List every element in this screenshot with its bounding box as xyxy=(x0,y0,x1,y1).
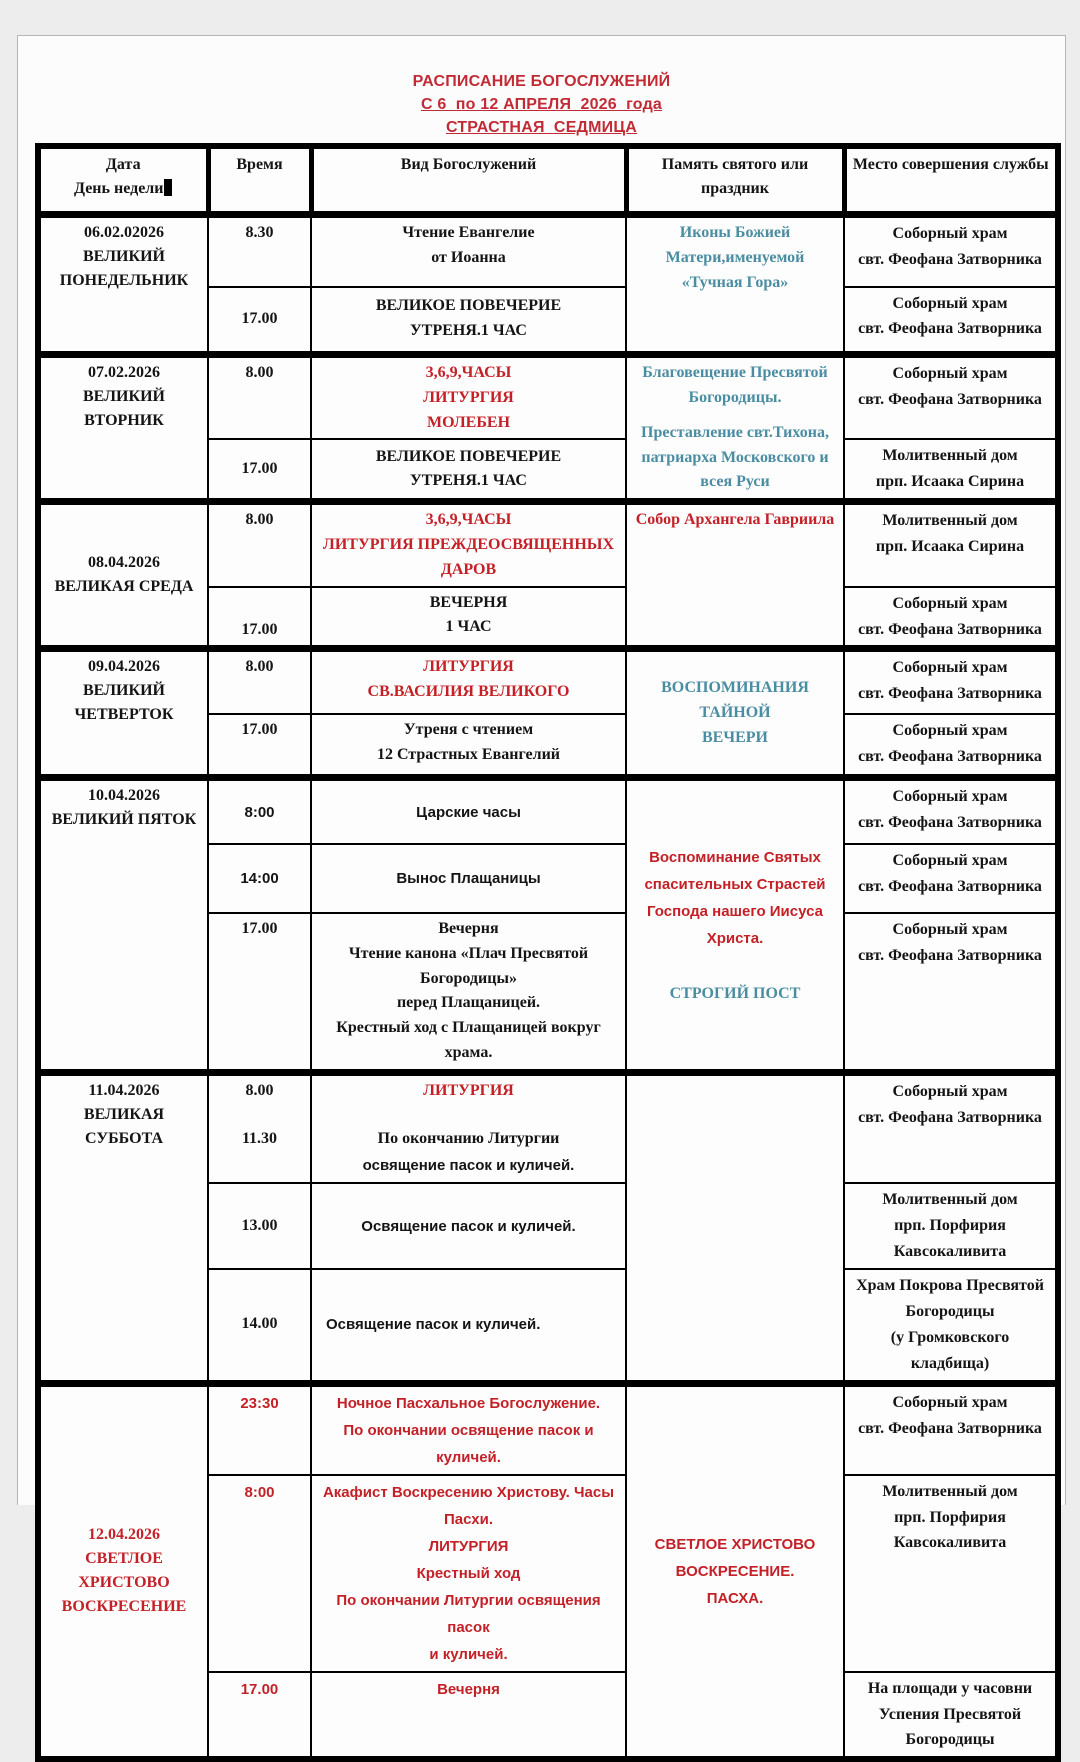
text-line: УТРЕНЯ.1 ЧАС xyxy=(410,472,527,490)
service-cell xyxy=(311,913,626,1072)
place-cell xyxy=(844,913,1058,1072)
time-cell xyxy=(208,502,311,587)
service-cell xyxy=(311,1269,626,1383)
memory-cell xyxy=(626,649,844,778)
text-line: Кавсокаливита xyxy=(893,1243,1007,1261)
text-line: 07.02.2026 xyxy=(88,364,160,381)
text-line: прп. Исаака Сирина xyxy=(875,538,1025,556)
text-line: храма. xyxy=(444,1043,493,1061)
text-line: (у Громковского xyxy=(890,1328,1010,1346)
text-line: ВЕЧЕРИ xyxy=(702,728,768,746)
text-line: Пасхи. xyxy=(444,1510,493,1528)
text-line: ЧЕТВЕРТОК xyxy=(74,706,174,724)
text-line: патриарха Московского и xyxy=(641,448,829,466)
time-cell xyxy=(208,587,311,649)
header-row xyxy=(38,146,1058,215)
text-line: и куличей. xyxy=(429,1645,508,1663)
text-line: «Тучная Гора» xyxy=(681,273,789,291)
text-line: свт. Феофана Затворника xyxy=(858,946,1042,964)
title-line-1: РАСПИСАНИЕ БОГОСЛУЖЕНИЙ xyxy=(412,73,671,90)
date-cell xyxy=(38,215,208,355)
text-line: Соборный храм xyxy=(892,659,1008,677)
text-line: По окончанию Литургии xyxy=(377,1130,560,1148)
text-line: свт. Феофана Затворника xyxy=(858,814,1042,832)
title-line-3: СТРАСТНАЯ СЕДМИЦА xyxy=(445,119,638,136)
text-line: ЛИТУРГИЯ xyxy=(428,1537,509,1555)
place-cell xyxy=(844,714,1058,778)
text-line: ХРИСТОВО xyxy=(78,1574,170,1592)
service-cell xyxy=(311,502,626,587)
place-cell xyxy=(844,778,1058,844)
text-line: Богородицы» xyxy=(420,969,517,987)
service-cell xyxy=(311,714,626,778)
text-line: ТАЙНОЙ xyxy=(699,704,771,721)
text-line: 06.02.02026 xyxy=(84,224,164,241)
service-cell xyxy=(311,1183,626,1269)
place-cell xyxy=(844,287,1058,355)
schedule-table xyxy=(35,143,1061,1762)
text-line: 17.00 xyxy=(241,459,278,477)
text-line: 13.00 xyxy=(241,1216,278,1234)
service-cell xyxy=(311,439,626,501)
time-cell xyxy=(208,778,311,844)
text-line: ВЕЛИКИЙ xyxy=(83,682,165,700)
time-cell xyxy=(208,844,311,913)
text-line: 10.04.2026 xyxy=(88,787,160,805)
text-line: 14.00 xyxy=(241,1315,278,1333)
text-line: 12 Страстных Евангелий xyxy=(376,745,561,763)
time-cell xyxy=(208,215,311,287)
text-line: Соборный храм xyxy=(892,1082,1008,1100)
place-cell xyxy=(844,1183,1058,1269)
header-date-line1: Дата xyxy=(105,156,141,173)
text-line: Благовещение Пресвятой xyxy=(642,364,828,382)
text-line: 11.04.2026 xyxy=(88,1081,160,1099)
place-cell xyxy=(844,1475,1058,1672)
text-line: Соборный храм xyxy=(892,1393,1008,1411)
text-line: ВОСКРЕСЕНИЕ xyxy=(61,1598,187,1616)
time-cell xyxy=(208,1072,311,1183)
text-line: освящение пасок и куличей. xyxy=(362,1157,575,1175)
text-line: прп. Исаака Сирина xyxy=(875,473,1025,491)
text-line: спасительных Страстей xyxy=(644,875,826,893)
header-date-line2: День недели xyxy=(74,180,164,197)
place-cell xyxy=(844,355,1058,440)
text-line: ВЕЛИКАЯ xyxy=(83,1105,165,1123)
text-line: 8.30 xyxy=(245,224,274,241)
text-line: свт. Феофана Затворника xyxy=(858,250,1042,268)
text-line: ВЕЧЕРНЯ xyxy=(429,593,508,611)
header-memory-line1: Память святого или xyxy=(661,156,809,173)
service-cell xyxy=(311,1383,626,1475)
time-cell xyxy=(208,1383,311,1475)
service-cell xyxy=(311,1072,626,1183)
text-line: Соборный храм xyxy=(892,594,1008,612)
time-cell xyxy=(208,649,311,714)
place-cell xyxy=(844,439,1058,501)
text-line: ВОСКРЕСЕНИЕ. xyxy=(675,1562,795,1580)
place-cell xyxy=(844,502,1058,587)
text-line: свт. Феофана Затворника xyxy=(858,390,1042,408)
text-line: 8.00 xyxy=(245,511,274,529)
text-line: 8.00 xyxy=(245,364,274,381)
service-cell xyxy=(311,649,626,714)
text-line: ВЕЛИКОЕ ПОВЕЧЕРИЕ xyxy=(375,447,562,465)
text-line: По окончании освящение пасок и xyxy=(343,1421,594,1439)
text-line: СВЕТЛОЕ ХРИСТОВО xyxy=(654,1535,816,1553)
text-line: свт. Феофана Затворника xyxy=(858,877,1042,895)
service-cell xyxy=(311,215,626,287)
text-line: Христа. xyxy=(706,929,764,947)
text-line: Чтение Евангелие xyxy=(402,224,535,241)
text-line: ВЕЛИКИЙ xyxy=(83,248,165,265)
date-cell xyxy=(38,1383,208,1759)
text-line: Иконы Божией xyxy=(679,224,791,241)
text-line: всея Руси xyxy=(700,473,770,491)
text-line: свт. Феофана Затворника xyxy=(858,747,1042,765)
service-cell xyxy=(311,587,626,649)
text-line: Крестный ход xyxy=(416,1564,521,1582)
place-cell xyxy=(844,1072,1058,1183)
text-line: Ночное Пасхальное Богослужение. xyxy=(336,1394,601,1412)
header-service: Вид Богослужений xyxy=(311,146,626,215)
header-date-line2-wrap xyxy=(45,177,202,201)
header-date xyxy=(38,146,208,215)
text-line: СВ.ВАСИЛИЯ ВЕЛИКОГО xyxy=(367,683,570,701)
text-line: 8.00 xyxy=(245,658,274,676)
text-line: Соборный храм xyxy=(892,294,1008,312)
text-line: ДАРОВ xyxy=(440,560,497,578)
date-cell xyxy=(38,355,208,502)
text-line: Богородицы xyxy=(905,1302,995,1320)
place-cell xyxy=(844,1383,1058,1475)
time-cell xyxy=(208,287,311,355)
place-cell xyxy=(844,844,1058,913)
time-cell xyxy=(208,1475,311,1672)
time-cell xyxy=(208,1672,311,1760)
text-line: Соборный храм xyxy=(892,225,1008,242)
text-line: ВЕЛИКИЙ xyxy=(83,388,165,405)
text-line: ВЕЛИКАЯ СРЕДА xyxy=(54,578,194,596)
text-line: ПОНЕДЕЛЬНИК xyxy=(59,272,189,289)
table-row xyxy=(38,355,1058,440)
text-line: ПАСХА. xyxy=(706,1589,764,1607)
text-line: Соборный храм xyxy=(892,788,1008,806)
table-row xyxy=(38,778,1058,844)
text-line: Крестный ход с Плащаницей вокруг xyxy=(336,1019,601,1037)
text-line: 1 ЧАС xyxy=(445,618,492,636)
text-line: Кавсокаливита xyxy=(893,1534,1007,1552)
text-line: 17.00 xyxy=(241,919,278,937)
text-line: от Иоанна xyxy=(431,248,506,266)
date-cell xyxy=(38,778,208,1072)
text-line: По окончании Литургии освящения пасок xyxy=(336,1591,601,1636)
text-line: кладбища) xyxy=(910,1354,990,1372)
text-line: 8:00 xyxy=(244,803,275,821)
text-line: Вечерня xyxy=(438,919,499,937)
text-line: СТРОГИЙ ПОСТ xyxy=(669,984,801,1002)
text-line: ЛИТУРГИЯ xyxy=(423,1081,514,1099)
service-cell xyxy=(311,844,626,913)
text-line: 09.04.2026 xyxy=(88,658,160,676)
text-line: 11.30 xyxy=(241,1130,278,1148)
table-row xyxy=(38,215,1058,287)
time-cell xyxy=(208,1183,311,1269)
text-line: Акафист Воскресению Христову. Часы xyxy=(322,1483,615,1501)
text-line: Молитвенный дом xyxy=(882,1191,1018,1209)
text-line: Богородицы xyxy=(905,1731,995,1749)
text-line: свт. Феофана Затворника xyxy=(858,685,1042,703)
text-line: 23:30 xyxy=(240,1394,279,1412)
text-line: 14:00 xyxy=(240,869,279,887)
text-line: Соборный храм xyxy=(892,721,1008,739)
header-place: Место совершения службы xyxy=(844,146,1058,215)
text-line: ЛИТУРГИЯ ПРЕЖДЕОСВЯЩЕННЫХ xyxy=(322,536,615,553)
table-row xyxy=(38,1072,1058,1183)
text-line: ВЕЛИКИЙ ПЯТОК xyxy=(51,811,197,829)
document-title xyxy=(18,74,1065,136)
text-line: Соборный храм xyxy=(892,851,1008,869)
text-line: куличей. xyxy=(436,1448,501,1466)
service-cell xyxy=(311,778,626,844)
text-line: свт. Феофана Затворника xyxy=(858,320,1042,338)
text-line: Господа нашего Иисуса xyxy=(647,902,823,920)
text-line: Молитвенный дом xyxy=(882,512,1018,530)
text-line: ВЕЛИКОЕ ПОВЕЧЕРИЕ xyxy=(375,297,562,315)
text-line: Освящение пасок и куличей. xyxy=(326,1316,541,1334)
place-cell xyxy=(844,1269,1058,1383)
table-row xyxy=(38,1383,1058,1475)
text-line: 17.00 xyxy=(240,1680,279,1698)
text-line: Храм Покрова Пресвятой xyxy=(856,1277,1044,1294)
text-line: прп. Порфирия xyxy=(894,1217,1006,1235)
time-cell xyxy=(208,913,311,1072)
service-cell xyxy=(311,1475,626,1672)
text-line: СВЕТЛОЕ xyxy=(85,1550,163,1568)
place-cell xyxy=(844,649,1058,714)
title-line-2: С 6 по 12 АПРЕЛЯ 2026 года xyxy=(420,96,663,113)
memory-cell xyxy=(626,355,844,502)
time-cell xyxy=(208,439,311,501)
text-line: Воспоминание Святых xyxy=(649,848,821,866)
text-line: свт. Феофана Затворника xyxy=(858,1419,1042,1437)
table-row xyxy=(38,649,1058,714)
text-line: 17.00 xyxy=(241,620,278,638)
text-line: Утреня с чтением xyxy=(403,720,534,738)
text-line: 12.04.2026 xyxy=(88,1526,160,1544)
date-cell xyxy=(38,502,208,649)
time-cell xyxy=(208,714,311,778)
time-cell xyxy=(208,1269,311,1383)
text-line: Царские часы xyxy=(416,803,521,821)
place-cell xyxy=(844,587,1058,649)
service-cell xyxy=(311,287,626,355)
text-line: свт. Феофана Затворника xyxy=(858,1108,1042,1126)
text-line: Успения Пресвятой xyxy=(878,1705,1022,1723)
text-line: Чтение канона «Плач Пресвятой xyxy=(348,944,589,962)
text-line: Вынос Плащаницы xyxy=(396,869,541,887)
text-line: Соборный храм xyxy=(892,365,1008,382)
text-line: СУББОТА xyxy=(84,1129,163,1147)
text-line: Богородицы. xyxy=(688,388,782,406)
date-cell xyxy=(38,649,208,778)
text-line: ВОСПОМИНАНИЯ xyxy=(661,679,809,697)
header-memory-line2: праздник xyxy=(700,180,769,197)
text-line: 8:00 xyxy=(244,1483,275,1501)
time-cell xyxy=(208,355,311,440)
text-line: Освящение пасок и куличей. xyxy=(361,1217,576,1235)
text-line: Молитвенный дом xyxy=(882,447,1018,465)
text-line: 17.00 xyxy=(241,309,278,327)
text-line: Вечерня xyxy=(437,1680,500,1698)
text-line: 17.00 xyxy=(241,720,278,738)
text-line: ВТОРНИК xyxy=(84,412,164,429)
text-line: прп. Порфирия xyxy=(894,1508,1006,1526)
header-time: Время xyxy=(208,146,311,215)
text-line: 3,6,9,ЧАСЫ xyxy=(425,364,512,381)
memory-cell xyxy=(626,1072,844,1383)
text-line: Соборный храм xyxy=(892,920,1008,938)
text-line: 3,6,9,ЧАСЫ xyxy=(425,511,512,529)
memory-cell xyxy=(626,502,844,649)
text-line: перед Плащаницей. xyxy=(396,994,541,1012)
date-cell xyxy=(38,1072,208,1383)
text-line: МОЛЕБЕН xyxy=(426,413,511,431)
memory-cell xyxy=(626,778,844,1072)
text-cursor xyxy=(164,179,172,196)
document-page[interactable] xyxy=(17,35,1066,1749)
memory-cell xyxy=(626,215,844,355)
text-line: 8.00 xyxy=(245,1081,274,1099)
text-line: 08.04.2026 xyxy=(88,554,160,572)
text-line: Собор Архангела Гавриила xyxy=(635,511,835,529)
text-line: Матери,именуемой xyxy=(665,248,805,266)
place-cell xyxy=(844,1672,1058,1760)
text-line: Молитвенный дом xyxy=(882,1482,1018,1500)
text-line: ЛИТУРГИЯ xyxy=(423,388,514,406)
text-line: ЛИТУРГИЯ xyxy=(423,658,514,676)
place-cell xyxy=(844,215,1058,287)
text-line: На площади у часовни xyxy=(867,1679,1033,1697)
text-line: свт. Феофана Затворника xyxy=(858,620,1042,638)
text-line: Преставление свт.Тихона, xyxy=(641,423,829,441)
service-cell xyxy=(311,1672,626,1760)
service-cell xyxy=(311,355,626,440)
memory-cell xyxy=(626,1383,844,1759)
header-memory xyxy=(626,146,844,215)
table-row xyxy=(38,502,1058,587)
text-line: УТРЕНЯ.1 ЧАС xyxy=(410,322,527,340)
